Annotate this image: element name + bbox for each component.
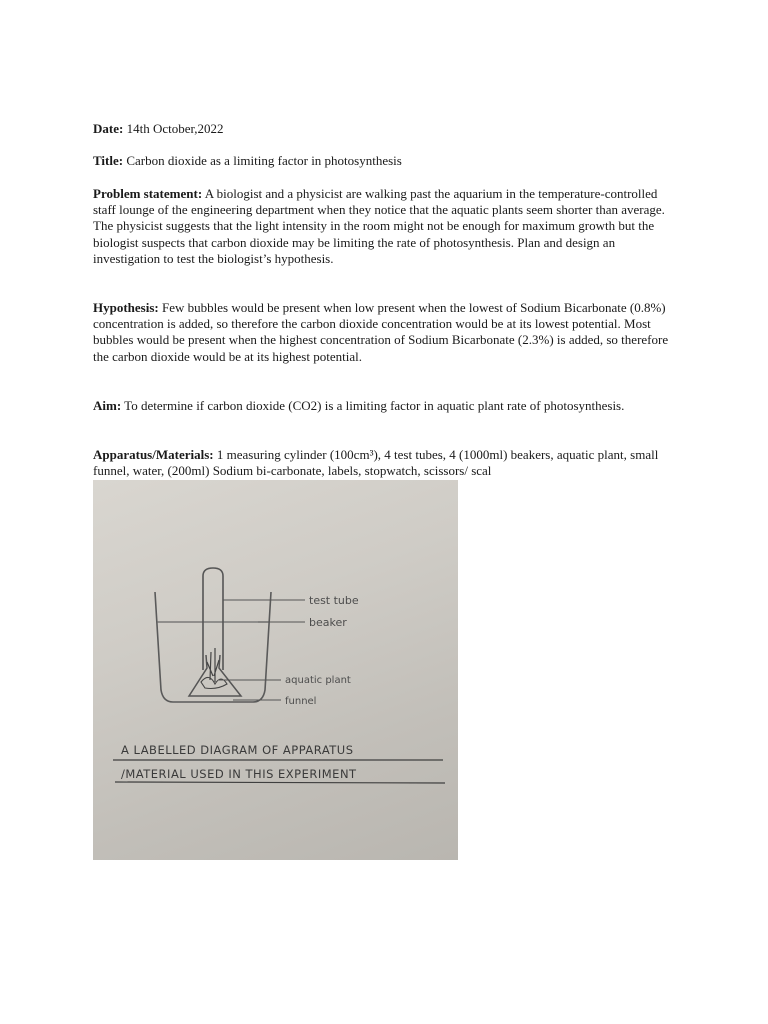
problem-statement [93,186,675,267]
apparatus-label: Apparatus/Materials: [93,447,214,462]
apparatus-paragraph [93,447,675,479]
title-value: Carbon dioxide as a limiting factor in photosynthesis [123,153,402,168]
test-tube-drawing [203,568,223,670]
title-label: Title: [93,153,124,168]
hand-drawn-diagram [93,480,458,860]
problem-label: Problem statement: [93,186,203,201]
date-value: 14th October,2022 [123,121,224,136]
date-label: Date: [93,121,124,136]
problem-text: A biologist and a physicist are walking past the aquarium in the temperature-controlled staff lounge of the engineering department when they notice that the aquatic plants seem shorter than average. The physicist suggests that the light intensity in the room might not be enough for maximum growth but the biologist suspects that carbon dioxide may be limiting the rate of photosynthesis. Plan and design an investigation to test the biologist’s hypothesis. [93,186,665,266]
date-line [93,121,675,137]
label-test-tube: test tube [309,594,359,607]
apparatus-diagram-photo [93,480,458,860]
aim-paragraph [93,398,675,414]
caption-line-2: /MATERIAL USED IN THIS EXPERIMENT [121,767,357,781]
beaker-drawing [155,592,271,702]
plant-drawing [207,648,219,682]
hypothesis-text: Few bubbles would be present when low present when the lowest of Sodium Bicarbonate (0.8%) concentration is added, so therefore the carbon dioxide concentration would be at its lowest potential. Most bubbles would be present when the highest concentration of Sodium Bicarbonate (2.3%) is added, so therefore the carbon dioxide would be at its highest potential. [93,300,669,364]
label-funnel: funnel [285,696,317,707]
label-beaker: beaker [309,616,347,629]
hypothesis-paragraph [93,300,675,365]
hypothesis-label: Hypothesis: [93,300,159,315]
title-line [93,153,675,169]
aim-text: To determine if carbon dioxide (CO2) is a limiting factor in aquatic plant rate of photosynthesis. [121,398,625,413]
caption-line-1: A LABELLED DIAGRAM OF APPARATUS [121,743,354,757]
apparatus-text: 1 measuring cylinder (100cm³), 4 test tubes, 4 (1000ml) beakers, aquatic plant, small funnel, water, (200ml) Sodium bi-carbonate, labels, stopwatch, scissors/ scal [93,447,659,479]
aim-label: Aim: [93,398,122,413]
label-aquatic-plant: aquatic plant [285,675,351,686]
